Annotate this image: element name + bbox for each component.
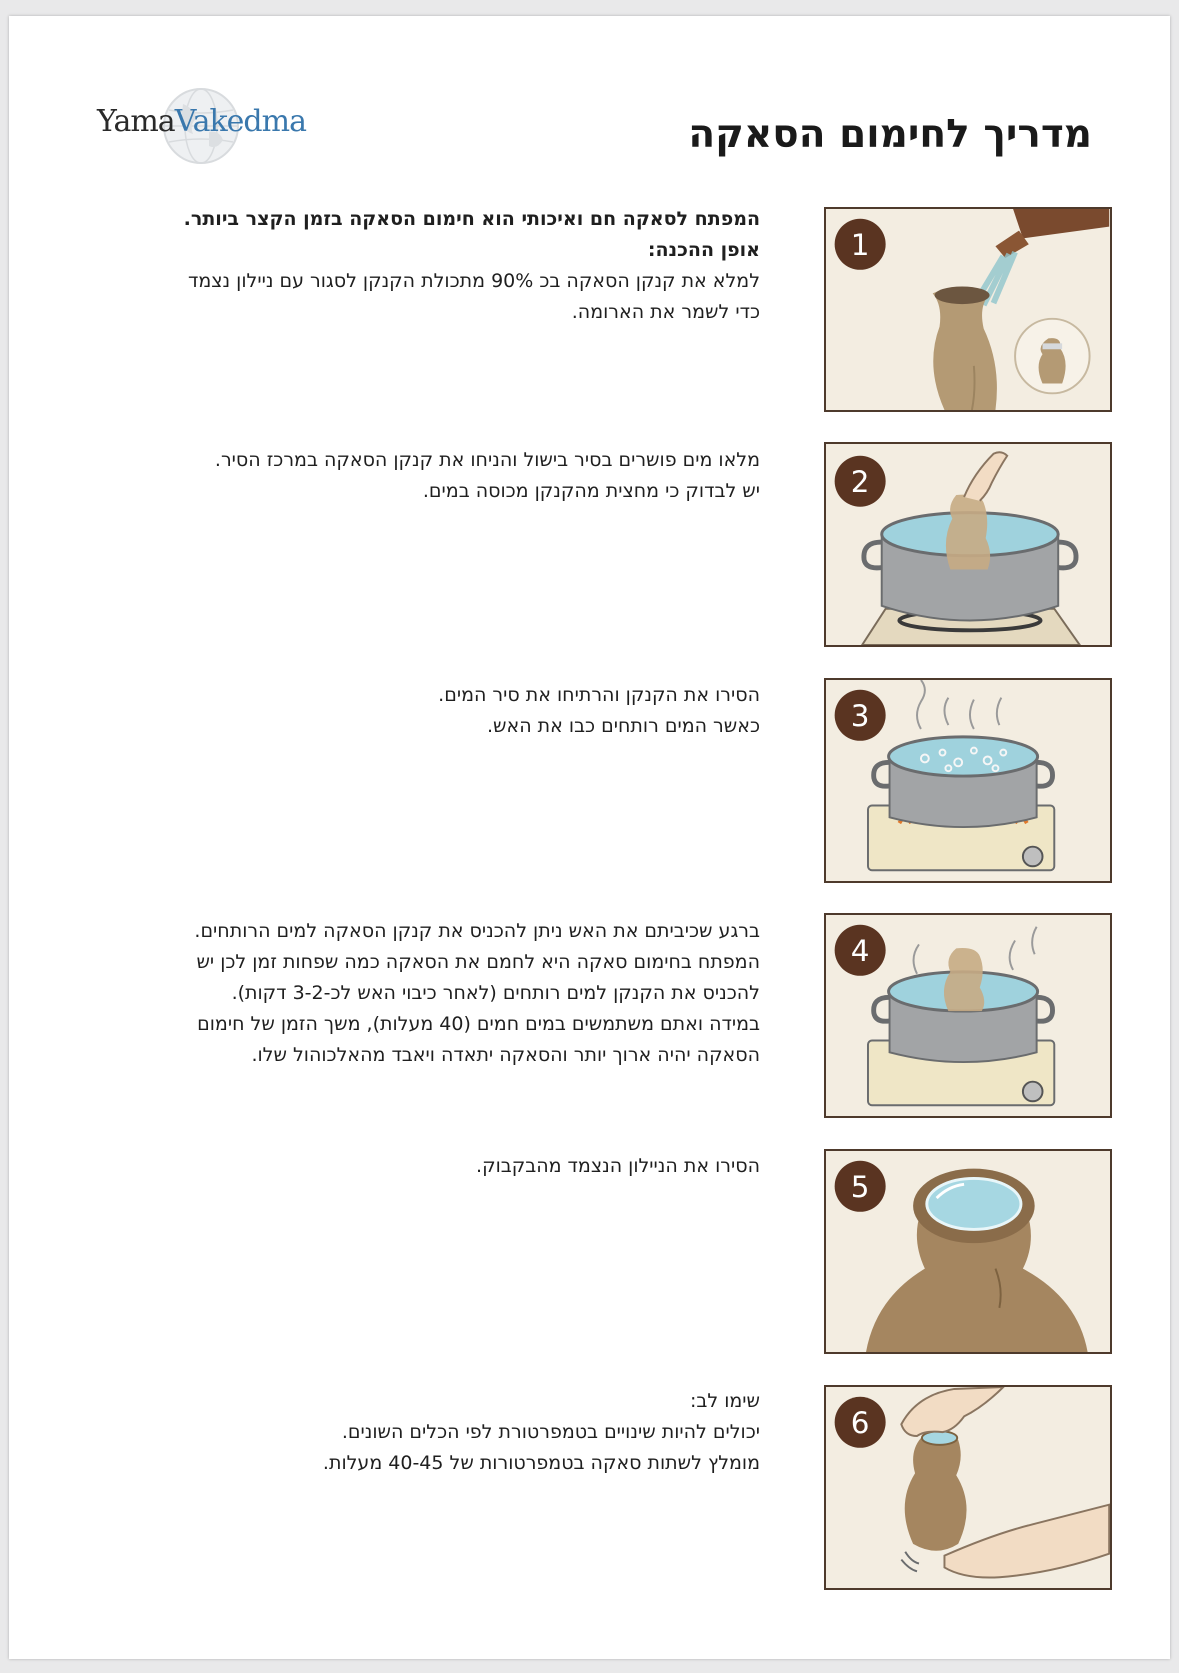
- page-title: מדריך לחימום הסאקה: [688, 112, 1092, 157]
- step-3-illustration: [824, 678, 1112, 883]
- step-3-text: [140, 680, 760, 742]
- step-4-line-1: ברגע שכיביתם את האש ניתן להכניס את קנקן הסאקה למים הרותחים.: [194, 920, 760, 942]
- step-2-line-2: יש לבדוק כי מחצית מהקנקן מכוסה במים.: [422, 480, 760, 502]
- step-2-illustration: [824, 442, 1112, 647]
- step-2-text: [140, 445, 760, 507]
- step-4-line-4: במידה ואתם משתמשים במים חמים (40 מעלות), משך הזמן של חימום: [197, 1013, 760, 1035]
- step-3-number: 3: [850, 699, 870, 734]
- step-3-line-2: כאשר המים רותחים כבו את האש.: [487, 715, 760, 737]
- step-4-number: 4: [850, 934, 870, 969]
- yamavakedma-logo: [97, 86, 317, 166]
- intro-lead: המפתח לסאקה חם ואיכותי הוא חימום הסאקה בזמן הקצר ביותר.: [183, 208, 760, 230]
- step-4-line-5: הסאקה יהיה ארוך יותר והסאקה יתאדה ויאבד מהאלכוהול שלו.: [251, 1044, 760, 1066]
- step-6-line-1: שימו לב:: [689, 1390, 760, 1412]
- step-4-line-2: המפתח בחימום סאקה היא לחמם את הסאקה כמה שפחות זמן לכן יש: [196, 951, 760, 973]
- step-6-line-2: יכולים להיות שינויים בטמפרטורת לפי הכלים השונים.: [341, 1421, 760, 1443]
- step-5-illustration: [824, 1149, 1112, 1354]
- step-1-number: 1: [850, 228, 870, 263]
- step-1-badge: [835, 219, 886, 270]
- step-1-line-2: כדי לשמר את הארומה.: [571, 301, 760, 323]
- step-6-number: 6: [850, 1406, 870, 1441]
- logo-text-vakedma: Vakedma: [174, 104, 306, 139]
- step-6-badge: [835, 1397, 886, 1448]
- step-6-illustration: [824, 1385, 1112, 1590]
- step-1-line-1: למלא את קנקן הסאקה בכ 90% מתכולת הקנקן לסגור עם ניילון נצמד: [187, 270, 760, 292]
- step-1-illustration: [824, 207, 1112, 412]
- step-5-line-1: הסירו את הניילון הנצמד מהבקבוק.: [476, 1155, 760, 1177]
- step-5-badge: [835, 1161, 886, 1212]
- step-4-text: [140, 916, 760, 1071]
- step-3-line-1: הסירו את הקנקן והרתיחו את סיר המים.: [438, 684, 760, 706]
- step-4-line-3: להכניס את הקנקן למים רותחים (לאחר כיבוי האש לכ-3-2 דקות).: [231, 982, 760, 1004]
- step-6-text: [140, 1386, 760, 1479]
- step-4-illustration: [824, 913, 1112, 1118]
- step-2-line-1: מלאו מים פושרים בסיר בישול והניחו את קנקן הסאקה במרכז הסיר.: [214, 449, 760, 471]
- step-5-text: [140, 1151, 760, 1182]
- logo-wordmark: [97, 104, 306, 139]
- guide-page: [9, 16, 1170, 1659]
- step-1-text: [140, 204, 760, 328]
- step-6-line-3: מומלץ לשתות סאקה בטמפרטורות של 40-45 מעלות.: [322, 1452, 760, 1474]
- step-4-badge: [835, 925, 886, 976]
- step-5-number: 5: [850, 1170, 870, 1205]
- step-3-badge: [835, 690, 886, 741]
- preparation-heading: אופן ההכנה:: [647, 239, 760, 261]
- logo-text-yama: Yama: [97, 104, 175, 139]
- step-2-number: 2: [850, 465, 870, 500]
- step-2-badge: [835, 456, 886, 507]
